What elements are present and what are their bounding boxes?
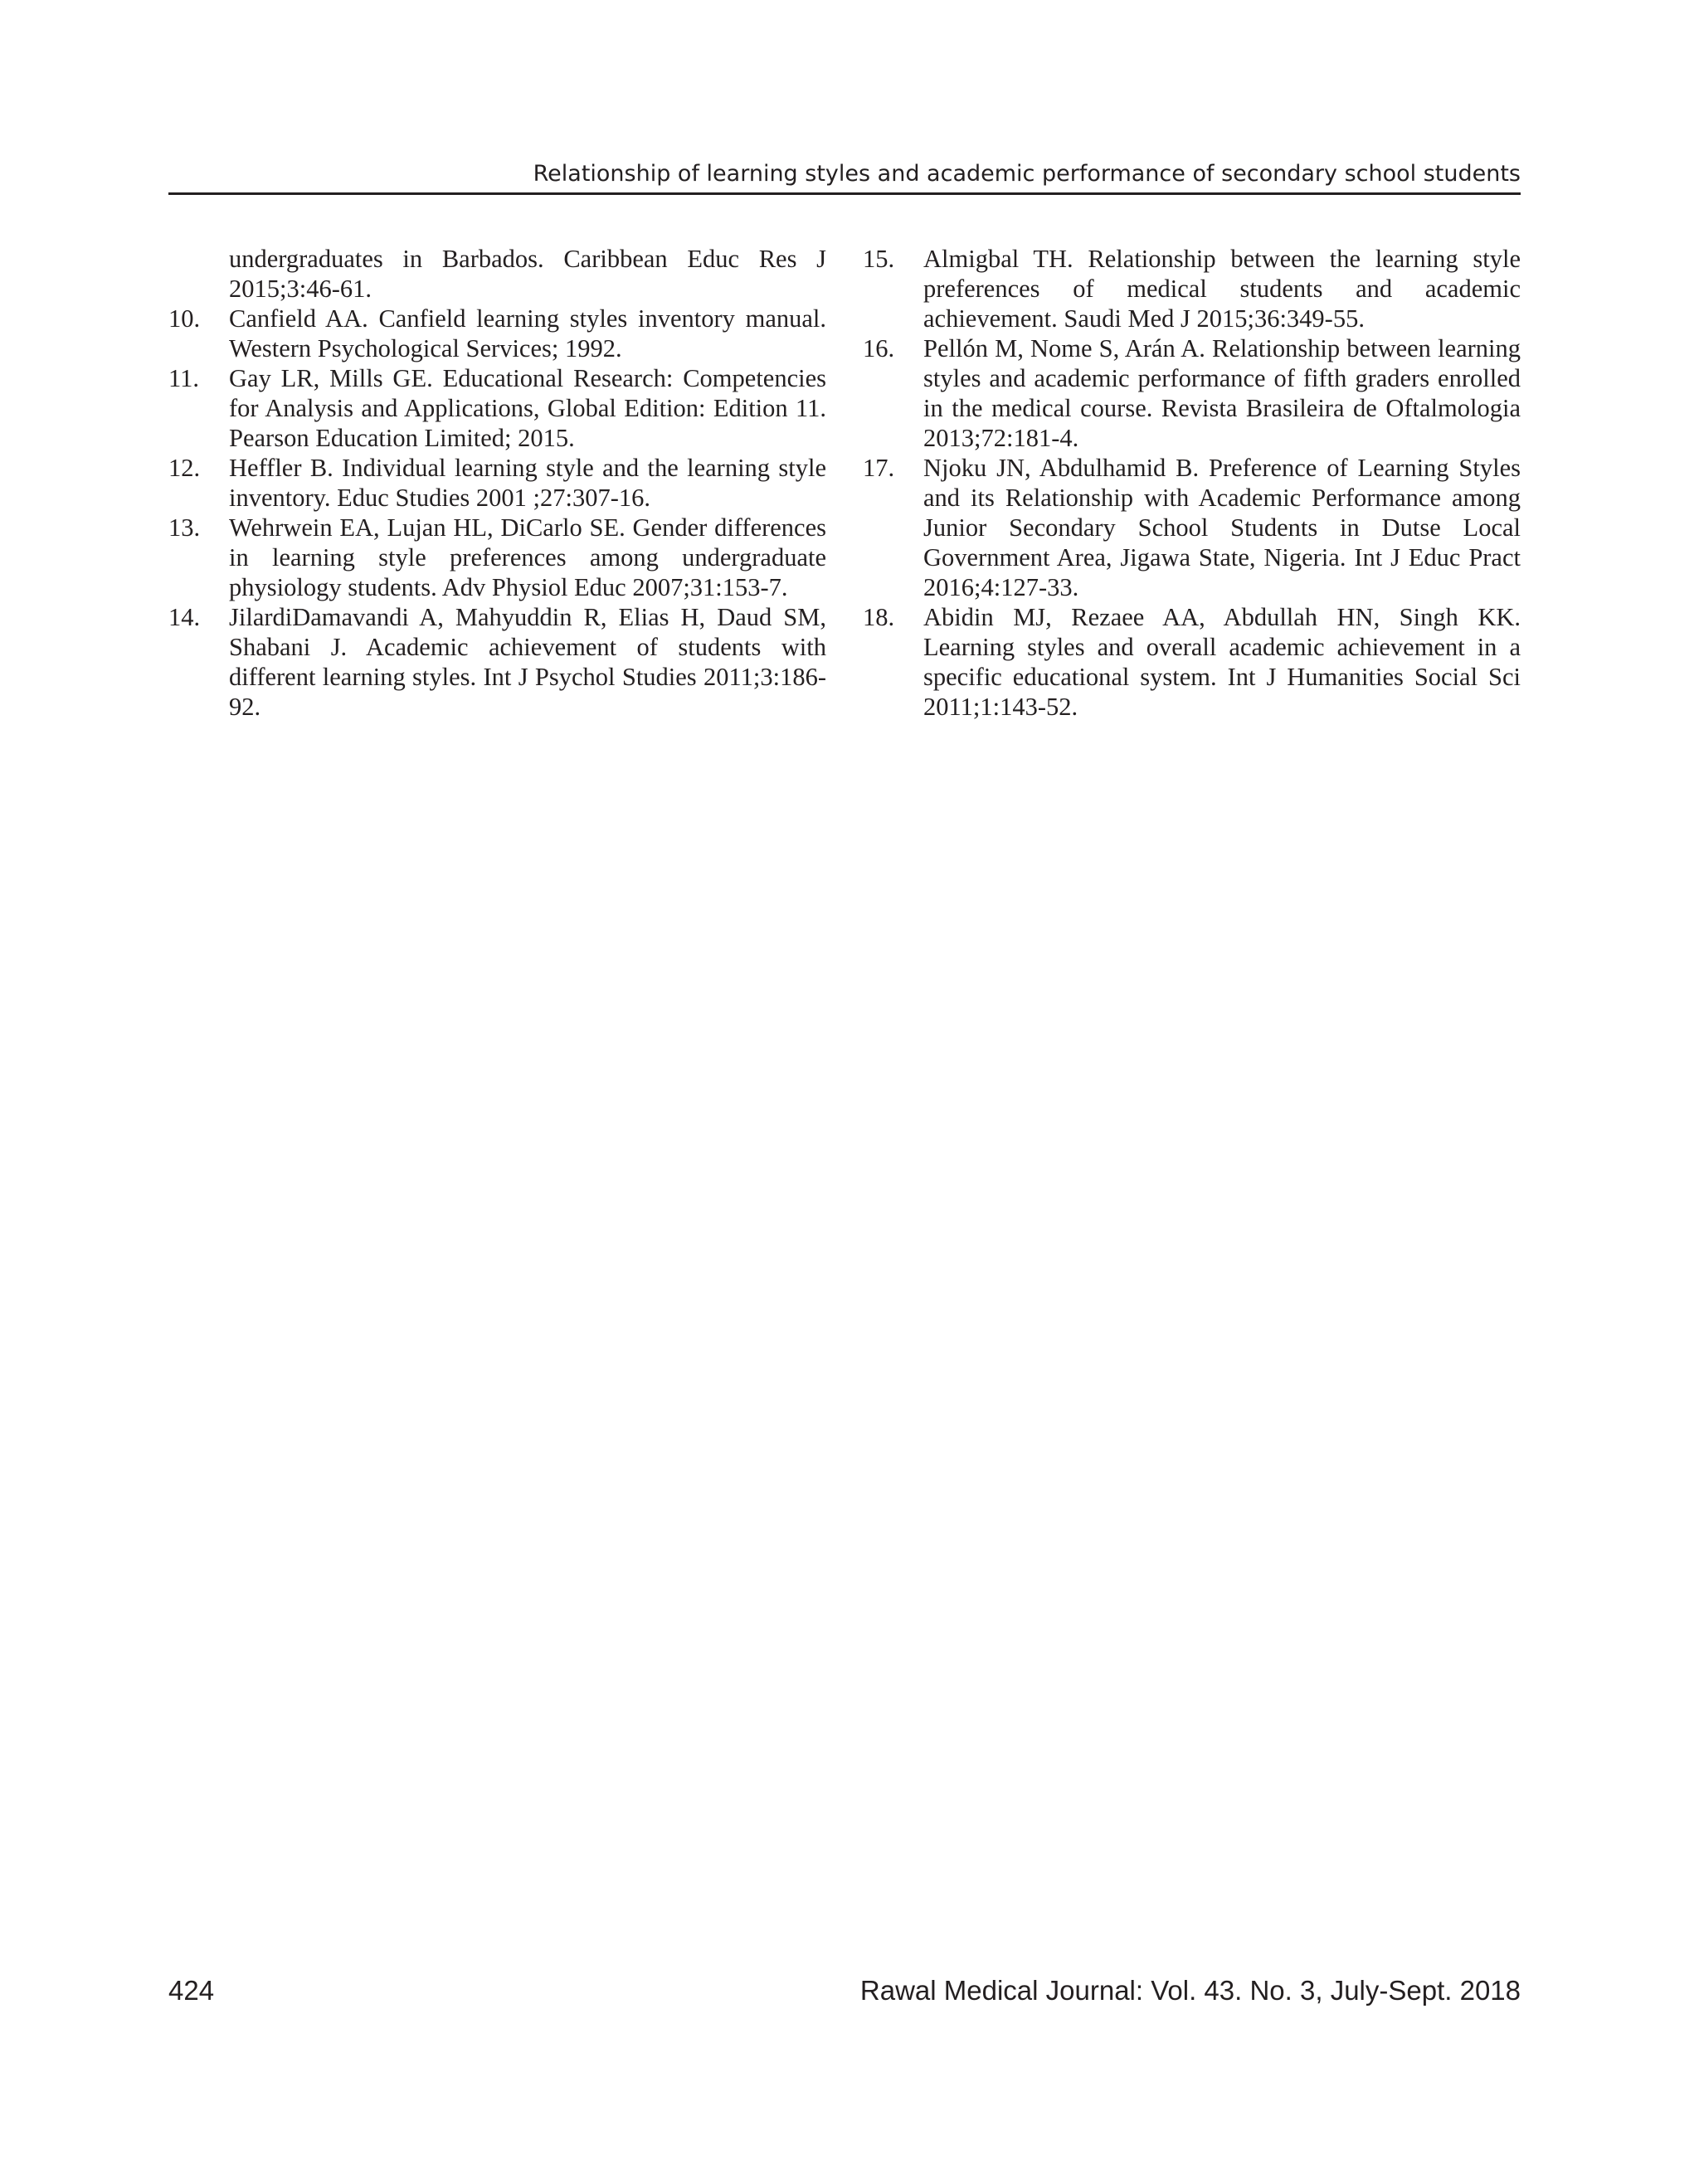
reference-number: 18. xyxy=(863,603,895,631)
reference-number: 13. xyxy=(168,513,201,542)
reference-text: Abidin MJ, Rezaee AA, Abdullah HN, Singh KK. Learning styles and overall academic achievement in a specific educational system. Int J Humanities Social Sci 2011;1:143-52. xyxy=(923,603,1521,721)
reference-number: 14. xyxy=(168,603,201,631)
page-number: 424 xyxy=(168,1975,215,2006)
reference-number: 10. xyxy=(168,304,201,333)
running-title: Relationship of learning styles and academic performance of secondary school students xyxy=(533,161,1521,187)
reference-item xyxy=(863,333,1521,453)
reference-text: Canfield AA. Canfield learning styles inventory manual. Western Psychological Services; 1992. xyxy=(229,304,826,362)
reference-item xyxy=(168,363,826,453)
reference-text: JilardiDamavandi A, Mahyuddin R, Elias H, Daud SM, Shabani J. Academic achievement of students with different learning styles. Int J Psychol Studies 2011;3:186-92. xyxy=(229,603,826,721)
reference-item xyxy=(168,304,826,363)
references-right-column xyxy=(863,244,1521,722)
reference-item xyxy=(863,602,1521,722)
reference-number: 12. xyxy=(168,454,201,482)
reference-number: 17. xyxy=(863,454,895,482)
reference-number: 15. xyxy=(863,245,895,273)
reference-item xyxy=(863,453,1521,602)
reference-text: Pellón M, Nome S, Arán A. Relationship between learning styles and academic performance of fifth graders enrolled in the medical course. Revista Brasileira de Oftalmologia 2013;72:181-4. xyxy=(923,334,1521,452)
reference-item xyxy=(168,602,826,722)
reference-number: 16. xyxy=(863,334,895,362)
reference-item xyxy=(863,244,1521,333)
reference-text: Njoku JN, Abdulhamid B. Preference of Learning Styles and its Relationship with Academic Performance among Junior Secondary School Students in Dutse Local Government Area, Jigawa State, Nigeria. Int J Educ Pract 2016;4:127-33. xyxy=(923,454,1521,601)
journal-citation: Rawal Medical Journal: Vol. 43. No. 3, July-Sept. 2018 xyxy=(859,1975,1521,2006)
reference-text: Gay LR, Mills GE. Educational Research: Competencies for Analysis and Applications, Global Edition: Edition 11. Pearson Education Limited; 2015. xyxy=(229,364,826,452)
reference-item xyxy=(168,244,826,304)
reference-text: Heffler B. Individual learning style and the learning style inventory. Educ Studies 2001 ;27:307-16. xyxy=(229,454,826,512)
reference-number: 11. xyxy=(168,364,199,392)
header-rule xyxy=(168,192,1521,195)
reference-text: Almigbal TH. Relationship between the learning style preferences of medical students and academic achievement. Saudi Med J 2015;36:349-55. xyxy=(923,245,1521,333)
reference-text: Wehrwein EA, Lujan HL, DiCarlo SE. Gender differences in learning style preferences among undergraduate physiology students. Adv Physiol Educ 2007;31:153-7. xyxy=(229,513,826,601)
reference-item xyxy=(168,453,826,513)
references-left-column xyxy=(168,244,826,722)
reference-item xyxy=(168,513,826,602)
reference-text: undergraduates in Barbados. Caribbean Educ Res J 2015;3:46-61. xyxy=(229,245,826,303)
